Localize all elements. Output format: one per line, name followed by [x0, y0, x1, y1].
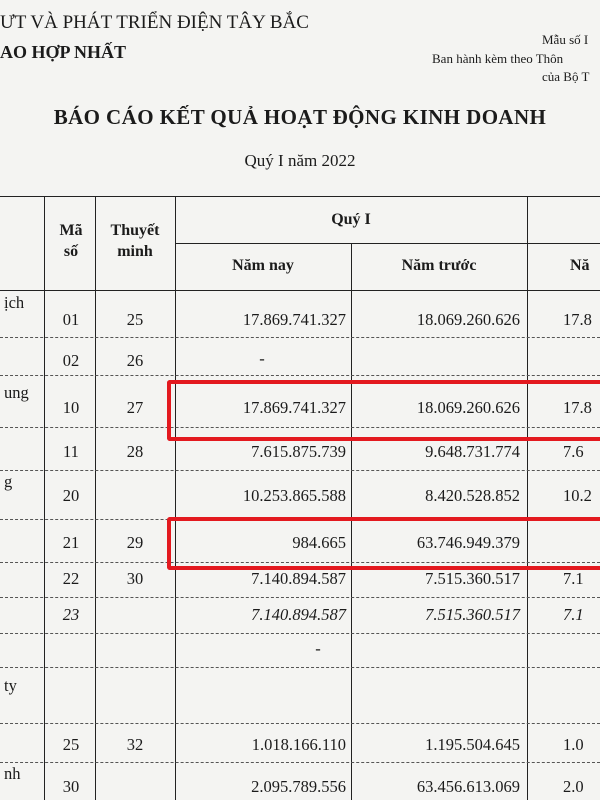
- row-ma-so: 23: [62, 605, 80, 624]
- row-separator: [0, 633, 600, 634]
- row-last-year: 63.746.949.379: [416, 533, 520, 552]
- row-last-year: 7.515.360.517: [425, 569, 520, 588]
- row-cut-value: 1.0: [563, 735, 584, 754]
- row-thuyet-minh: 32: [126, 735, 144, 754]
- row-this-year: 10.253.865.588: [242, 486, 346, 505]
- row-this-year: 7.140.894.587: [251, 605, 346, 624]
- row-ma-so: 20: [62, 486, 80, 505]
- header-this-year: Năm nay: [232, 257, 294, 274]
- row-this-year: 2.095.789.556: [251, 777, 346, 796]
- row-separator: [0, 375, 600, 376]
- issued-by: Ban hành kèm theo Thôn: [432, 51, 564, 66]
- row-ma-so: 25: [62, 735, 80, 754]
- row-separator: [0, 597, 600, 598]
- row-this-year: 7.615.875.739: [251, 442, 346, 461]
- row-ma-so: 30: [62, 777, 80, 796]
- row-label: nh: [4, 764, 21, 783]
- form-code: Mẫu số I: [542, 32, 589, 47]
- row-last-year: 7.515.360.517: [425, 605, 520, 624]
- row-label: g: [4, 472, 13, 491]
- row-this-year: -: [315, 639, 321, 658]
- row-last-year: 8.420.528.852: [425, 486, 520, 505]
- report-period: Quý I năm 2022: [244, 151, 356, 170]
- row-last-year: 9.648.731.774: [425, 442, 520, 461]
- report-scope-line: AO HỢP NHẤT: [0, 42, 127, 62]
- table-top-border: [0, 196, 600, 197]
- row-cut-value: 10.2: [563, 486, 592, 505]
- row-cut-value: 17.8: [563, 398, 592, 417]
- row-separator: [0, 667, 600, 668]
- row-thuyet-minh: 29: [126, 533, 144, 552]
- row-cut-value: 17.8: [563, 310, 592, 329]
- row-ma-so: 11: [63, 442, 79, 461]
- row-label: ịch: [4, 293, 25, 312]
- quarter-divider: [175, 243, 600, 244]
- row-this-year: 17.869.741.327: [242, 398, 346, 417]
- header-ma-so-line2: số: [63, 243, 79, 260]
- header-bottom-border: [0, 290, 600, 291]
- highlight-box-row-10: [167, 380, 600, 441]
- header-ma-so: [47, 220, 95, 262]
- header-ma-so-line1: Mã: [59, 222, 83, 239]
- col-divider: [175, 196, 176, 800]
- row-thuyet-minh: 30: [126, 569, 144, 588]
- header-thuyet-minh: [96, 220, 174, 262]
- header-thuyet-minh-line1: Thuyết: [110, 222, 160, 239]
- header-cut-column: Nă: [570, 257, 590, 274]
- row-separator: [0, 470, 600, 471]
- row-this-year: 1.018.166.110: [251, 735, 346, 754]
- row-separator: [0, 337, 600, 338]
- report-title: BÁO CÁO KẾT QUẢ HOẠT ĐỘNG KINH DOANH: [53, 105, 547, 129]
- row-separator: [0, 723, 600, 724]
- row-ma-so: 10: [62, 398, 80, 417]
- row-this-year: -: [259, 349, 265, 368]
- row-cut-value: 7.6: [563, 442, 584, 461]
- row-label: ung: [4, 383, 29, 402]
- highlight-box-row-21: [167, 517, 600, 570]
- row-cut-value: 2.0: [563, 777, 584, 796]
- row-thuyet-minh: 26: [126, 351, 144, 370]
- row-cut-value: 7.1: [563, 569, 584, 588]
- header-quarter: Quý I: [331, 211, 371, 228]
- row-separator: [0, 762, 600, 763]
- row-last-year: 63.456.613.069: [416, 777, 520, 796]
- row-ma-so: 01: [62, 310, 80, 329]
- row-cut-value: 7.1: [563, 605, 584, 624]
- col-divider: [527, 196, 528, 800]
- col-divider: [95, 196, 96, 800]
- header-last-year: Năm trước: [401, 257, 477, 274]
- row-last-year: 1.195.504.645: [425, 735, 520, 754]
- row-label: ty: [4, 676, 17, 695]
- row-ma-so: 21: [62, 533, 80, 552]
- row-thuyet-minh: 25: [126, 310, 144, 329]
- row-last-year: 18.069.260.626: [416, 310, 520, 329]
- row-thuyet-minh: 27: [126, 398, 144, 417]
- row-this-year: 17.869.741.327: [242, 310, 346, 329]
- row-ma-so: 22: [62, 569, 80, 588]
- row-this-year: 984.665: [292, 533, 346, 552]
- row-last-year: 18.069.260.626: [416, 398, 520, 417]
- header-thuyet-minh-line2: minh: [117, 243, 153, 260]
- org-name-line: ƯT VÀ PHÁT TRIỂN ĐIỆN TÂY BẮC: [0, 12, 309, 33]
- row-this-year: 7.140.894.587: [251, 569, 346, 588]
- col-divider: [44, 196, 45, 800]
- row-thuyet-minh: 28: [126, 442, 144, 461]
- issued-by-ministry: của Bộ T: [542, 69, 590, 84]
- row-ma-so: 02: [62, 351, 80, 370]
